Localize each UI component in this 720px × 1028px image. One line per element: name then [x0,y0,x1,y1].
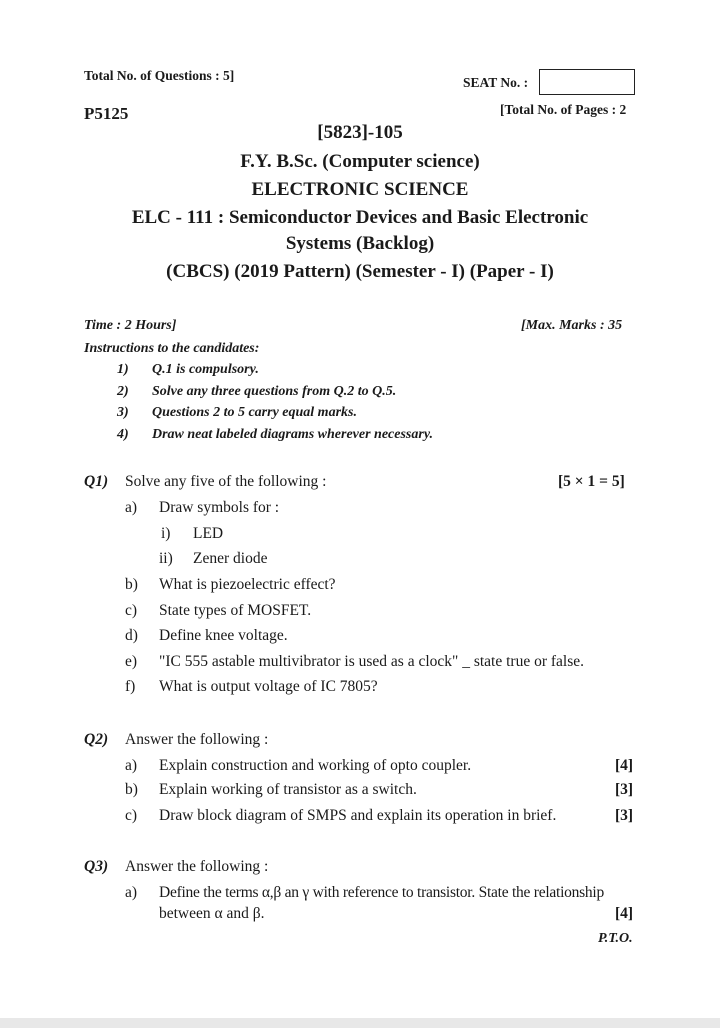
exam-code: [5823]-105 [317,122,403,143]
sub-text: What is output voltage of IC 7805? [159,678,378,695]
sub-marks: [3] [615,781,634,798]
sub-label: a) [125,499,138,516]
paper-code: P5125 [84,104,129,123]
sub-text: State types of MOSFET. [159,602,312,619]
seat-no-label: SEAT No. : [463,75,529,90]
sub-marks: [4] [615,905,634,922]
sub-label: a) [125,884,138,901]
question-text: Solve any five of the following : [125,473,327,490]
paper-title-line2: Systems (Backlog) [285,233,435,254]
sub-label: c) [125,807,138,824]
paper-title-line1: ELC - 111 : Semiconductor Devices and Basic Electronic [131,207,589,228]
instruction-num: 3) [117,405,129,420]
instruction-text: Questions 2 to 5 carry equal marks. [152,405,357,420]
sub-marks: [3] [615,807,634,824]
instruction-text: Q.1 is compulsory. [152,362,259,377]
pto-label: P.T.O. [598,931,633,946]
question-number: Q1) [84,473,109,490]
sub-label: f) [125,678,136,695]
sub-label: e) [125,653,138,670]
sub-sub-label: i) [161,525,171,542]
course-title: F.Y. B.Sc. (Computer science) [240,151,480,172]
sub-label: b) [125,781,138,798]
subject-title: ELECTRONIC SCIENCE [251,179,469,200]
total-questions: Total No. of Questions : 5] [84,68,235,83]
sub-label: d) [125,627,138,644]
sub-text: Explain working of transistor as a switch. [159,781,417,798]
sub-sub-text: LED [193,525,224,542]
sub-text: "IC 555 astable multivibrator is used as a clock" _ state true or false. [159,653,585,670]
question-text: Answer the following : [125,731,269,748]
sub-text: Draw symbols for : [159,499,280,516]
instruction-num: 2) [117,384,129,399]
sub-sub-label: ii) [159,550,173,567]
sub-text-continued: between α and β. [159,905,265,922]
instruction-num: 1) [117,362,129,377]
max-marks: [Max. Marks : 35 [521,318,623,333]
sub-text: Define knee voltage. [159,627,288,644]
question-text: Answer the following : [125,858,269,875]
page-bottom-edge [0,1018,720,1028]
sub-label: b) [125,576,138,593]
sub-label: a) [125,757,138,774]
instruction-text: Draw neat labeled diagrams wherever necessary. [152,427,434,442]
sub-text: Draw block diagram of SMPS and explain its operation in brief. [159,807,557,824]
question-number: Q2) [84,731,109,748]
sub-text: Define the terms α,β an γ with reference to transistor. State the relationship [159,884,604,901]
sub-sub-text: Zener diode [193,550,268,567]
instruction-num: 4) [117,427,129,442]
sub-label: c) [125,602,138,619]
question-number: Q3) [84,858,109,875]
sub-text: Explain construction and working of opto coupler. [159,757,472,774]
sub-text: What is piezoelectric effect? [159,576,336,593]
instruction-text: Solve any three questions from Q.2 to Q.5. [152,384,397,399]
question-marks: [5 × 1 = 5] [558,473,625,490]
instructions-heading: Instructions to the candidates: [84,341,260,356]
sub-marks: [4] [615,757,634,774]
pattern-line: (CBCS) (2019 Pattern) (Semester - I) (Paper - I) [166,261,554,282]
total-pages: [Total No. of Pages : 2 [500,102,627,117]
time-label: Time : 2 Hours] [84,318,177,333]
seat-no-box[interactable] [539,69,635,95]
